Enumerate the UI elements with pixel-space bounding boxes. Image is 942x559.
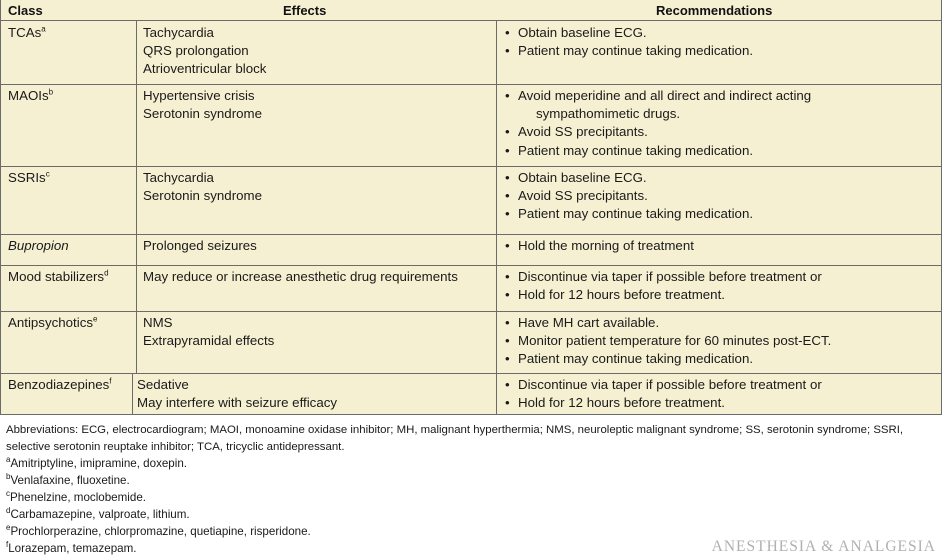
recommendation-item: Hold the morning of treatment [518,238,694,253]
effect-item: Hypertensive crisis [143,88,255,103]
effect-item: Tachycardia [143,170,214,185]
class-name: Antipsychotics [8,315,93,330]
bullet-icon: • [505,142,510,158]
recommendation-item: Hold for 12 hours before treatment. [518,287,725,303]
bullet-icon: • [505,351,510,367]
column-divider [136,21,137,84]
effect-item: May interfere with seizure efficacy [137,395,338,411]
column-divider [132,373,133,414]
journal-brand: ANESTHESIA & ANALGESIA [711,538,936,555]
recommendation-item: Avoid meperidine and all direct and indirect acting [518,88,812,103]
table-row [0,166,942,234]
column-divider [496,234,497,265]
effect-item: Atrioventricular block [143,61,267,77]
footnote-marker: f [6,540,9,550]
footnote-marker: d [6,506,11,516]
header-recommendations: Recommendations [656,3,773,18]
class-cell [8,377,112,393]
class-cell [8,25,46,41]
column-divider [496,166,497,234]
footnote-text: Lorazepam, temazepam. [8,542,137,555]
footnote-marker: f [109,376,112,386]
column-divider [136,234,137,265]
recommendation-item: Monitor patient temperature for 60 minutes post-ECT. [518,333,832,349]
recommendation-item: Obtain baseline ECG. [518,25,647,40]
table-row [0,311,942,373]
class-name: MAOIs [8,88,49,103]
bullet-icon: • [505,333,510,349]
footnote-marker: e [93,314,98,324]
class-name: Benzodiazepines [8,377,110,392]
footnote-text: Carbamazepine, valproate, lithium. [10,508,190,521]
header-effects: Effects [283,3,327,18]
footnote-item [6,456,187,472]
effect-item: QRS prolongation [143,43,249,59]
column-divider [496,311,497,373]
footnote-marker: b [6,472,11,482]
class-cell [8,315,97,331]
recommendation-item: Discontinue via taper if possible before treatment or [518,269,822,284]
recommendation-item: Patient may continue taking medication. [518,206,754,222]
footnote-marker: d [104,268,109,278]
footnote-item [6,490,146,506]
column-divider [496,373,497,414]
column-divider [496,84,497,166]
effect-item: Extrapyramidal effects [143,333,275,349]
column-divider [136,311,137,373]
column-divider [136,84,137,166]
bullet-icon: • [505,25,510,40]
recommendation-item: Patient may continue taking medication. [518,142,754,158]
column-divider [496,21,497,84]
column-divider [136,265,137,311]
footnote-marker: a [41,24,46,34]
footnote-marker: b [48,87,54,97]
class-name: SSRIs [8,170,46,185]
recommendation-item: Discontinue via taper if possible before treatment or [518,377,822,392]
recommendation-item: Avoid SS precipitants. [518,188,648,204]
effect-item: Serotonin syndrome [143,188,262,204]
recommendation-item: sympathomimetic drugs. [536,106,681,122]
class-name: TCAs [8,25,42,40]
footnote-item [6,524,311,540]
row-divider [0,414,942,415]
footnote-item [6,541,136,557]
column-divider [136,166,137,234]
effect-item: NMS [143,315,173,330]
recommendation-item: Have MH cart available. [518,315,660,330]
bullet-icon: • [505,395,510,411]
recommendation-item: Obtain baseline ECG. [518,170,647,185]
table-row [0,265,942,311]
footnote-text: Venlafaxine, fluoxetine. [10,474,130,487]
footnote-text: Phenelzine, moclobemide. [10,491,146,504]
bullet-icon: • [505,188,510,204]
column-divider [496,265,497,311]
bullet-icon: • [505,43,510,59]
bullet-icon: • [505,377,510,392]
bullet-icon: • [505,269,510,284]
class-name: Mood stabilizers [8,269,105,284]
recommendation-item: Avoid SS precipitants. [518,124,648,140]
effect-item: May reduce or increase anesthetic drug requirements [143,269,458,284]
table-header [0,0,942,20]
footnote-marker: a [6,455,11,465]
footnote-item [6,473,130,489]
table-row [0,373,942,414]
footnote-item [6,507,190,523]
bullet-icon: • [505,238,510,253]
bullet-icon: • [505,206,510,222]
footnote-marker: c [45,169,50,179]
bullet-icon: • [505,170,510,185]
header-class: Class [8,3,43,18]
effect-item: Serotonin syndrome [143,106,262,122]
table-row [0,21,942,84]
class-cell [8,170,50,186]
bullet-icon: • [505,315,510,330]
class-name: Bupropion [8,238,69,253]
bullet-icon: • [505,124,510,140]
footnote-text: Amitriptyline, imipramine, doxepin. [10,457,188,470]
effect-item: Prolonged seizures [143,238,257,253]
recommendation-item: Patient may continue taking medication. [518,43,754,59]
footnote-text: Prochlorperazine, chlorpromazine, quetiapine, risperidone. [10,525,311,538]
effect-item: Sedative [137,377,189,392]
footnote-marker: c [6,489,10,499]
table-row [0,84,942,166]
recommendation-item: Patient may continue taking medication. [518,351,754,367]
effect-item: Tachycardia [143,25,214,40]
footnote-marker: e [6,523,11,533]
bullet-icon: • [505,287,510,303]
bullet-icon: • [505,88,510,103]
abbreviations-note: Abbreviations: ECG, electrocardiogram; MAOI, monoamine oxidase inhibitor; MH, malignant hyperthermia; NMS, neuroleptic malignant syndrome; SS, serotonin syndrome; SSRI, selective serotonin reuptake inhibitor; TCA, tricyclic antidepressant. [6,424,904,453]
class-cell [8,269,109,285]
table-row [0,234,942,265]
recommendation-item: Hold for 12 hours before treatment. [518,395,725,411]
class-cell [8,238,69,254]
class-cell [8,88,53,104]
